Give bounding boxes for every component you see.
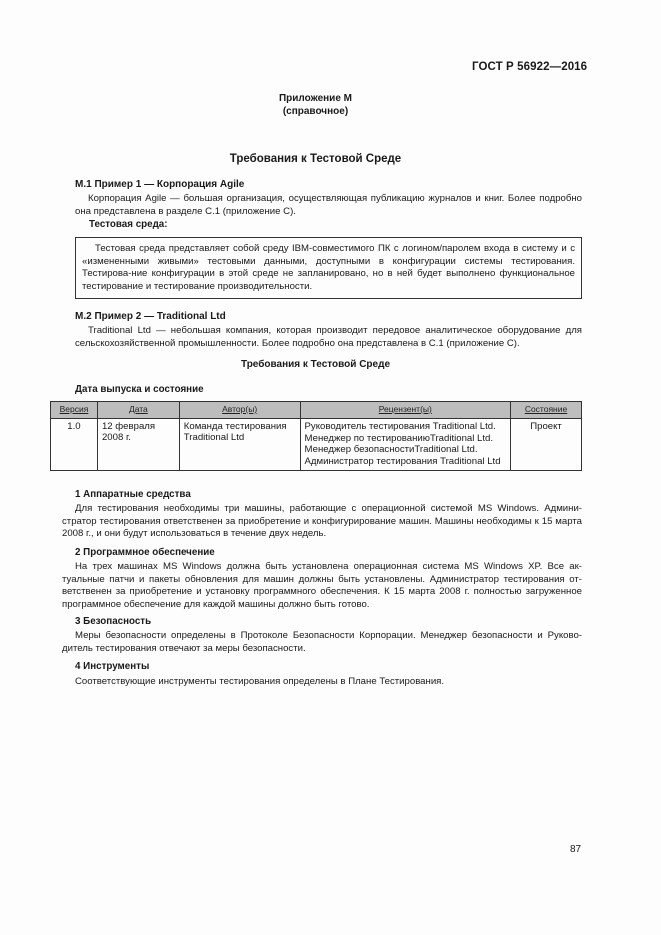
- example1-heading: М.1 Пример 1 — Корпорация Agile: [75, 179, 245, 190]
- main-title: Требования к Тестовой Среде: [229, 153, 402, 165]
- example2-heading: М.2 Пример 2 — Traditional Ltd: [75, 311, 226, 322]
- example1-text: Корпорация Agile — большая организация, осуществляющая публикацию журналов и книг. Более подробно она представлена в разделе С.1 (приложение С).: [75, 193, 582, 217]
- reviewer: Руководитель тестирования Traditional Ltd.: [304, 421, 496, 432]
- env-label: Тестовая среда:: [89, 219, 168, 230]
- header-date: Дата: [97, 402, 179, 419]
- section-1-text: Для тестирования необходимы три машины, работающие с операционной системой MS Windows. Админи-стратор тестирования ответственен за приобретение и конфигурирование машин. Машины необходимы к 15 марта 2008 г., и они будут использоваться в течение двух недель.: [62, 503, 582, 539]
- sub-title: Требования к Тестовой Среде: [240, 359, 391, 370]
- section-3-text: Меры безопасности определены в Протоколе Безопасности Корпорации. Менеджер безопасности и Руково-дитель тестирования отвечают за меры безопасности.: [62, 630, 582, 654]
- table-row: [51, 419, 582, 471]
- cell-version: 1.0: [51, 419, 98, 471]
- header-status: Состояние: [511, 402, 582, 419]
- section-2-heading: 2 Программное обеспечение: [75, 547, 215, 558]
- cell-reviewers: [300, 419, 511, 471]
- reviewer: Администратор тестирования Traditional Ltd: [304, 455, 501, 467]
- annex-heading: [0, 92, 631, 118]
- section-3-heading: 3 Безопасность: [75, 616, 152, 627]
- version-table: [50, 401, 582, 471]
- header-reviewers: Рецензент(ы): [300, 402, 511, 419]
- page-number: 87: [570, 844, 582, 855]
- reviewer: Менеджер безопасностиTraditional Ltd.: [304, 444, 478, 455]
- release-label: Дата выпуска и состояние: [75, 384, 204, 395]
- annex-subtitle: (справочное): [282, 106, 349, 117]
- reviewer: Менеджер по тестированиюTraditional Ltd.: [304, 432, 494, 444]
- cell-author: Команда тестирования Traditional Ltd: [179, 419, 300, 471]
- test-environment-text: Тестовая среда представляет собой среду IBM-совместимого ПК с логином/паролем входа в систему и с «измененными живыми» тестовыми данными, доступными в конфигурации системы тестирования. Тестирова-ние конфигурации в этой среде не запланировано, но в ней будет выполнено функциональное тестирование и тестирование производительности.: [82, 243, 575, 292]
- section-4-text: Соответствующие инструменты тестирования определены в Плане Тестирования.: [75, 676, 445, 687]
- header-version: Версия: [51, 402, 98, 419]
- cell-status: Проект: [511, 419, 582, 471]
- example2-text: Traditional Ltd — небольшая компания, которая производит передовое аналитическое оборудование для сельскохозяйственной промышленности. Более подробно она представлена в С.1 (приложение С).: [75, 325, 582, 349]
- test-environment-box: [75, 237, 582, 299]
- section-2-text: На трех машинах MS Windows должна быть установлена операционная система MS Windows XP. Все ак-туальные патчи и пакеты обновления для машин должны быть установлены. Администратор тестирования от-ветственен за приобретение и установку программного обеспечения. К 15 марта 2008 г. полностью загруженное программное обеспечение для каждой машины должно быть готово.: [62, 561, 582, 610]
- annex-title: Приложение М: [278, 93, 353, 104]
- section-4-heading: 4 Инструменты: [75, 661, 150, 672]
- table-header-row: [51, 402, 582, 419]
- standard-number: ГОСТ Р 56922—2016: [472, 61, 588, 73]
- cell-date: 12 февраля 2008 г.: [97, 419, 179, 471]
- section-1-heading: 1 Аппаратные средства: [75, 489, 191, 500]
- header-authors: Автор(ы): [179, 402, 300, 419]
